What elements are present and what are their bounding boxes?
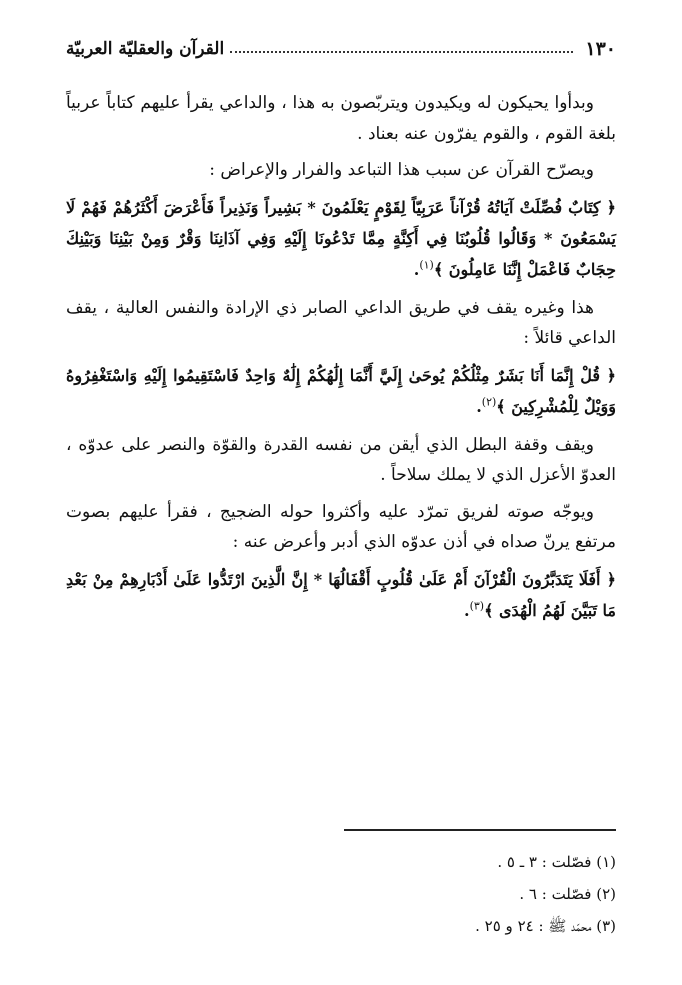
verse-close-bracket: ﴾	[484, 600, 494, 620]
verse-end-period: .	[476, 396, 482, 416]
verse-text: كِتَابٌ فُصِّلَتْ آيَاتُهُ قُرْآناً عَرَبِيّاً لِقَوْمٍ يَعْلَمُونَ * بَشِيراً وَنَذِيراً فَأَعْرَضَ أَكْثَرُهُمْ فَهُمْ لَا يَسْمَعُونَ * وَقَالُوا قُلُوبُنَا فِي أَكِنَّةٍ مِمَّا تَدْعُونَا إِلَيْهِ وَفِي آذَانِنَا وَقْرٌ وَمِنْ بَيْنِنَا وَبَيْنِكَ حِجَابٌ فَاعْمَلْ إِنَّنَا عَامِلُونَ	[66, 197, 616, 279]
verse-end-period: .	[413, 259, 420, 279]
page-header	[66, 34, 616, 64]
verse-open-bracket: ﴿	[606, 569, 616, 589]
verse-text: قُلْ إِنَّمَا أَنَا بَشَرٌ مِثْلُكُمْ يُوحَىٰ إِلَيَّ أَنَّمَا إِلَٰهُكُمْ إِلَٰهٌ وَاحِدٌ فَاسْتَقِيمُوا إِلَيْهِ وَاسْتَغْفِرُوهُ وَوَيْلٌ لِلْمُشْرِكِينَ	[66, 365, 616, 416]
paragraph: ويوجّه صوته لفريق تمرّد عليه وأكثروا حوله الضجيج ، فقرأ عليهم بصوت مرتفع يرنّ صداه في أذن عدوّه الذي أدبر وأعرض عنه :	[66, 501, 616, 552]
verse-text: أَفَلَا يَتَدَبَّرُونَ الْقُرْآنَ أَمْ عَلَىٰ قُلُوبٍ أَقْفَالُهَا * إِنَّ الَّذِينَ ارْتَدُّوا عَلَىٰ أَدْبَارِهِمْ مِنْ بَعْدِ مَا تَبَيَّنَ لَهُمُ الْهُدَى	[66, 569, 616, 620]
paragraph: ويصرّح القرآن عن سبب هذا التباعد والفرار والإعراض :	[209, 160, 594, 180]
verse-open-bracket: ﴿	[606, 197, 616, 217]
footnote-ref: (٢)	[481, 395, 497, 409]
footnote: (٢) فصّلت : ٦ .	[519, 885, 616, 903]
page-number: ١٣٠	[585, 38, 616, 60]
paragraph: هذا وغيره يقف في طريق الداعي الصابر ذي الإرادة والنفس العالية ، يقف الداعي قائلاً :	[66, 297, 616, 348]
paragraph: وبدأوا يحيكون له ويكيدون ويتربّصون به هذا ، والداعي يقرأ عليهم كتاباً عربياً بلغة القوم ، والقوم يفرّون عنه بعناد .	[66, 93, 616, 144]
footnote-ref: (٣)	[469, 599, 485, 613]
main-text	[66, 88, 616, 634]
footnote: (١) فصّلت : ٣ ـ ٥ .	[497, 853, 616, 871]
quran-verse	[66, 360, 616, 422]
running-title: القرآن والعقليّة العربيّة	[66, 39, 225, 59]
verse-close-bracket: ﴾	[433, 259, 444, 279]
footnote-divider	[344, 829, 616, 831]
header-dot-leader	[230, 51, 573, 53]
verse-end-period: .	[463, 600, 470, 620]
quran-verse	[66, 192, 616, 285]
quran-verse	[66, 564, 616, 626]
verse-open-bracket: ﴿	[606, 365, 616, 385]
verse-close-bracket: ﴾	[496, 396, 506, 416]
paragraph: ويقف وقفة البطل الذي أيقن من نفسه القدرة والقوّة والنصر على عدوّه ، العدوّ الأعزل الذي لا يملك سلاحاً .	[66, 434, 616, 485]
footnote: (٣) محمّد ﷺ : ٢٤ و ٢٥ .	[475, 917, 616, 935]
footnotes	[66, 846, 616, 942]
footnote-ref: (١)	[419, 258, 434, 272]
